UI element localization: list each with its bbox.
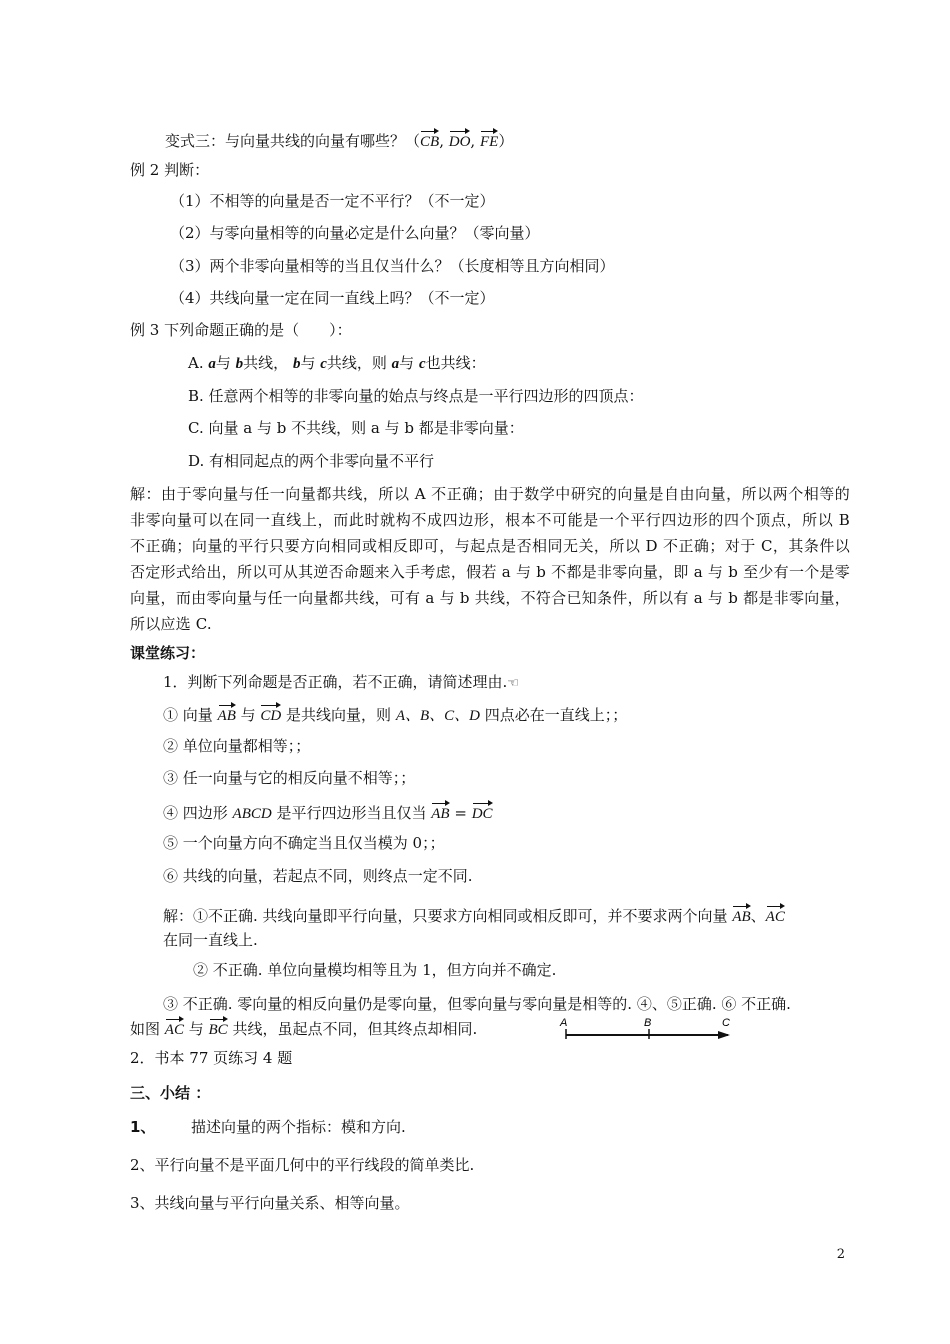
point-b-label: B bbox=[644, 1017, 652, 1029]
page-number: 2 bbox=[836, 1247, 845, 1262]
vector-ab: AB bbox=[218, 702, 236, 726]
example3-option-a: A. a与 b共线， b与 c共线，则 a与 c也共线： bbox=[188, 354, 486, 372]
vector-ab: AB bbox=[431, 800, 449, 824]
example3-option-c: C. 向量 a 与 b 不共线，则 a 与 b 都是非零向量： bbox=[188, 419, 524, 437]
vector-ab: AB bbox=[732, 903, 750, 927]
practice-item-5: ⑤ 一个向量方向不确定当且仅当模为 0；； bbox=[163, 834, 445, 852]
example2-title: 例 2 判断： bbox=[130, 161, 210, 179]
variant3-line: 变式三：与向量共线的向量有哪些？（CB, DO, FE） bbox=[165, 128, 513, 152]
pointer-hand-icon: ☜ bbox=[507, 676, 519, 691]
practice-item-3: ③ 任一向量与它的相反向量不相等；； bbox=[163, 769, 416, 787]
point-c-label: C bbox=[722, 1017, 730, 1029]
vector-ac: AC bbox=[766, 903, 785, 927]
summary-item-1: 描述向量的两个指标：模和方向. bbox=[191, 1118, 406, 1136]
example3-solution: 解：由于零向量与任一向量都共线，所以 A 不正确；由于数学中研究的向量是自由向量，所以两个相等的非零向量可以在同一直线上，而此时就构不成四边形，根本不可能是一个平行四边形的四个顶点，所以 B 不正确；向量的平行只要方向相同或相反即可，与起点是否相同无关，所以 D 不正确；对于 C，其条件以否定形式给出，所以可从其逆否命题来入手考虑，假若 a 与 b 不都是非零向量，即 a 与 b 至少有一个是零向量，而由零向量与任一向量都共线，可有 a 与 b 共线，不符合已知条件，所以有 a 与 b 都是非零向量，所以应选 C. bbox=[130, 485, 850, 633]
practice-question-1: 1．判断下列命题是否正确，若不正确，请简述理由.☜ bbox=[163, 673, 519, 691]
summary-heading: 三、小结 ： bbox=[130, 1084, 211, 1102]
example3-option-b: B. 任意两个相等的非零向量的始点与终点是一平行四边形的四顶点： bbox=[188, 387, 644, 405]
practice-solution-1: 解：①不正确. 共线向量即平行向量，只要求方向相同或相反即可，并不要求两个向量 AB、AC bbox=[163, 903, 785, 927]
example3-title: 例 3 下列命题正确的是（ ）： bbox=[130, 321, 352, 339]
point-a-label: A bbox=[560, 1017, 568, 1029]
example2-item-2: （2）与零向量相等的向量必定是什么向量？（零向量） bbox=[170, 224, 540, 242]
vector-do: DO bbox=[449, 128, 471, 152]
practice-solution-2: ② 不正确. 单位向量模均相等且为 1，但方向并不确定. bbox=[193, 961, 557, 979]
practice-item-1: ① 向量 AB 与 CD 是共线向量，则 A、B、C、D 四点必在一直线上；； bbox=[163, 702, 627, 726]
variant3-question: 变式三：与向量共线的向量有哪些？（ bbox=[165, 132, 421, 150]
vector-dc: DC bbox=[472, 800, 493, 824]
example2-item-4: （4）共线向量一定在同一直线上吗？（不一定） bbox=[170, 289, 495, 307]
practice-item-6: ⑥ 共线的向量，若起点不同，则终点一定不同. bbox=[163, 867, 473, 885]
summary-number-1: 1、 bbox=[130, 1118, 156, 1136]
vector-cd: CD bbox=[260, 702, 281, 726]
practice-item-2: ② 单位向量都相等；； bbox=[163, 737, 311, 755]
vector-cb: CB bbox=[420, 128, 439, 152]
practice-solution-3-cont: 如图 AC 与 BC 共线，虽起点不同，但其终点却相同. bbox=[130, 1016, 477, 1040]
summary-item-2: 2、平行向量不是平面几何中的平行线段的简单类比. bbox=[130, 1156, 475, 1174]
practice-solution-1-cont: 在同一直线上. bbox=[163, 931, 258, 949]
summary-item-3: 3、共线向量与平行向量关系、相等向量。 bbox=[130, 1194, 410, 1212]
vector-fe: FE bbox=[480, 128, 498, 152]
practice-heading: 课堂练习： bbox=[130, 644, 206, 662]
practice-solution-3: ③ 不正确. 零向量的相反向量仍是零向量，但零向量与零向量是相等的. ④、⑤正确. ⑥ 不正确. bbox=[163, 995, 791, 1013]
example2-item-3: （3）两个非零向量相等的当且仅当什么？（长度相等且方向相同） bbox=[170, 257, 615, 275]
vector-bc: BC bbox=[209, 1016, 228, 1040]
example2-item-1: （1）不相等的向量是否一定不平行？（不一定） bbox=[170, 192, 495, 210]
arrow-head-icon bbox=[718, 1031, 730, 1039]
practice-question-2: 2．书本 77 页练习 4 题 bbox=[130, 1049, 293, 1067]
vector-ac: AC bbox=[165, 1016, 184, 1040]
practice-item-4: ④ 四边形 ABCD 是平行四边形当且仅当 AB = DC bbox=[163, 800, 493, 824]
collinear-vectors-figure bbox=[558, 1015, 738, 1045]
example3-option-d: D. 有相同起点的两个非零向量不平行 bbox=[188, 452, 435, 470]
